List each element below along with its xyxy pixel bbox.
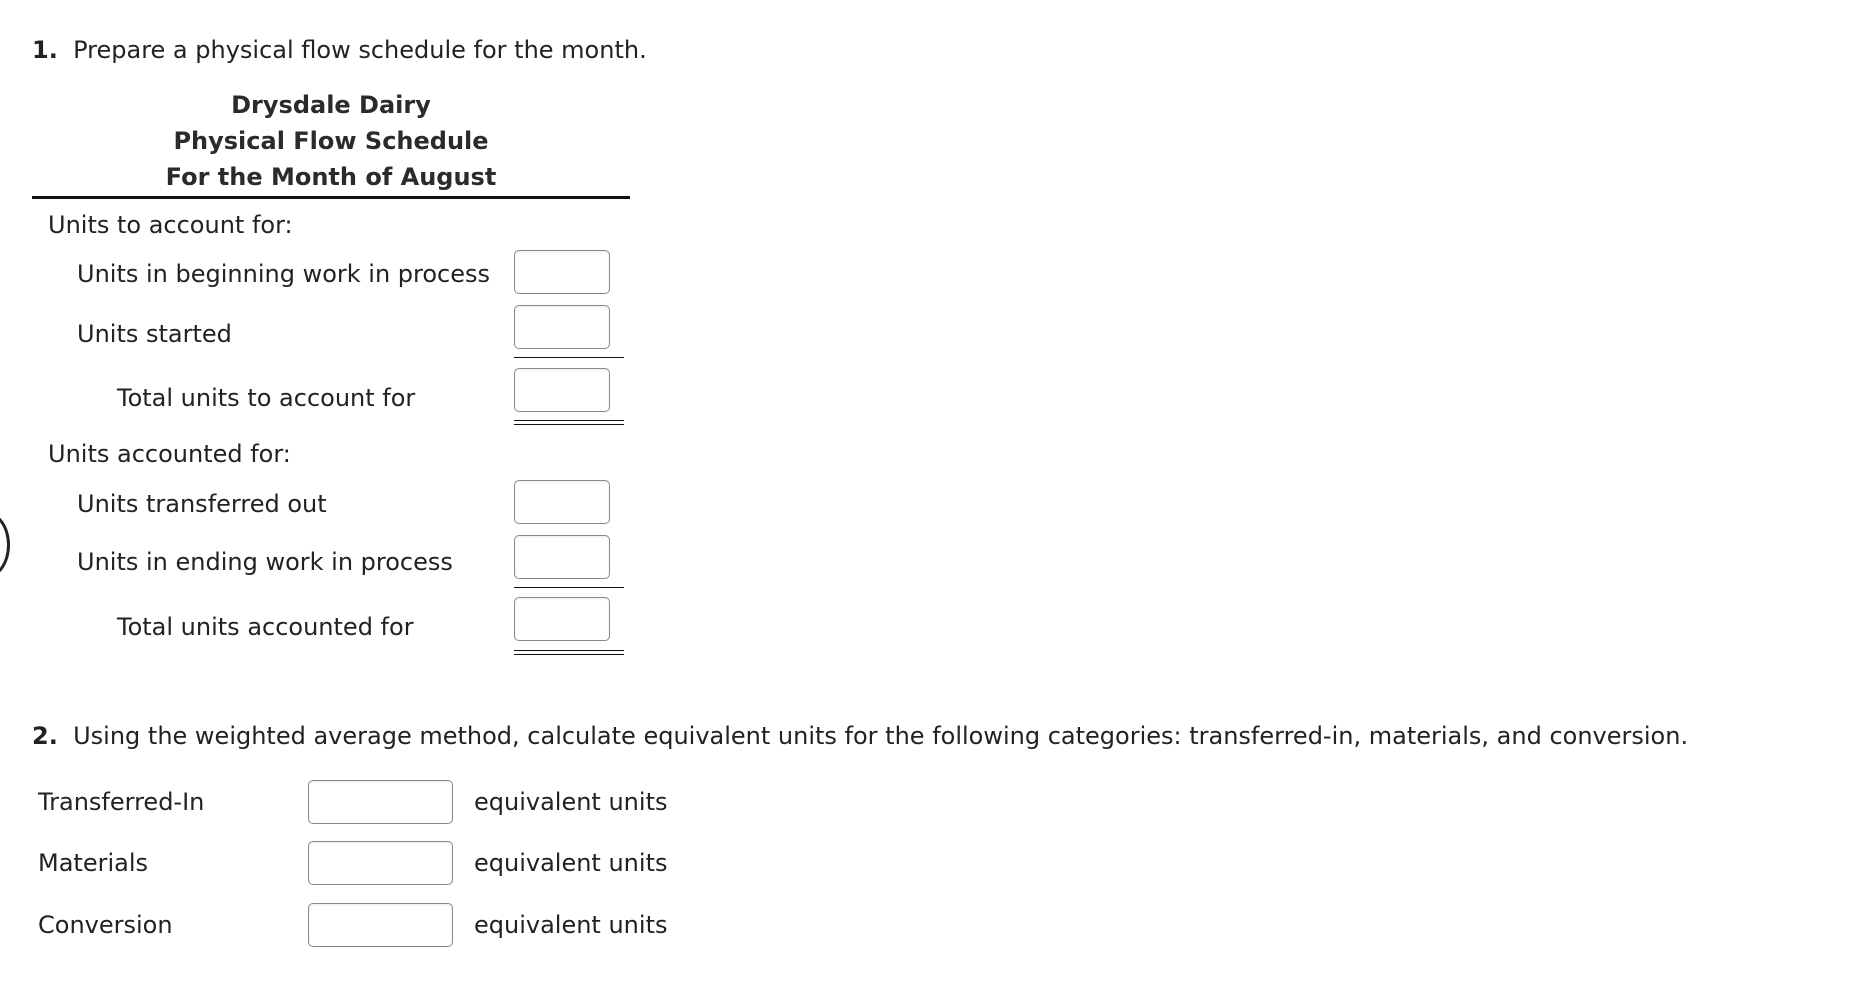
label-conversion: Conversion [38, 911, 173, 939]
beginning-wip-input[interactable] [514, 250, 610, 294]
label-total-accounted: Total units accounted for [117, 613, 414, 641]
conversion-input[interactable] [308, 903, 453, 947]
label-transferred-out: Units transferred out [77, 490, 327, 518]
units-started-input[interactable] [514, 305, 610, 349]
label-transferred-in: Transferred-In [38, 788, 205, 816]
materials-input[interactable] [308, 841, 453, 885]
ending-wip-underline [514, 587, 624, 588]
ending-wip-input[interactable] [514, 535, 610, 579]
schedule-title: Physical Flow Schedule [173, 127, 489, 155]
label-beginning-wip: Units in beginning work in process [77, 260, 491, 288]
question-2-prompt: Using the weighted average method, calculate equivalent units for the following categories: transferred-in, materials, and conversion. [73, 722, 1689, 750]
total-accounted-input[interactable] [514, 597, 610, 641]
section-units-accounted: Units accounted for: [48, 440, 291, 468]
schedule-header-rule [32, 196, 630, 199]
transferred-in-input[interactable] [308, 780, 453, 824]
question-2-text [32, 722, 1688, 750]
question-1-text [32, 36, 647, 64]
total-to-account-input[interactable] [514, 368, 610, 412]
label-ending-wip: Units in ending work in process [77, 548, 453, 576]
label-materials: Materials [38, 849, 149, 877]
question-1-prompt: Prepare a physical flow schedule for the month. [73, 36, 647, 64]
section-units-to-account: Units to account for: [48, 211, 293, 239]
question-2-number: 2. [32, 722, 58, 750]
schedule-period: For the Month of August [165, 163, 497, 191]
question-1-number: 1. [32, 36, 58, 64]
total-to-account-double-underline [514, 420, 624, 425]
transferred-in-suffix: equivalent units [474, 788, 668, 816]
conversion-suffix: equivalent units [474, 911, 668, 939]
schedule-company: Drysdale Dairy [231, 91, 431, 119]
edge-circle-icon[interactable] [0, 512, 10, 578]
label-total-to-account: Total units to account for [117, 384, 416, 412]
total-accounted-double-underline [514, 650, 624, 655]
materials-suffix: equivalent units [474, 849, 668, 877]
label-units-started: Units started [77, 320, 232, 348]
transferred-out-input[interactable] [514, 480, 610, 524]
units-started-underline [514, 357, 624, 358]
